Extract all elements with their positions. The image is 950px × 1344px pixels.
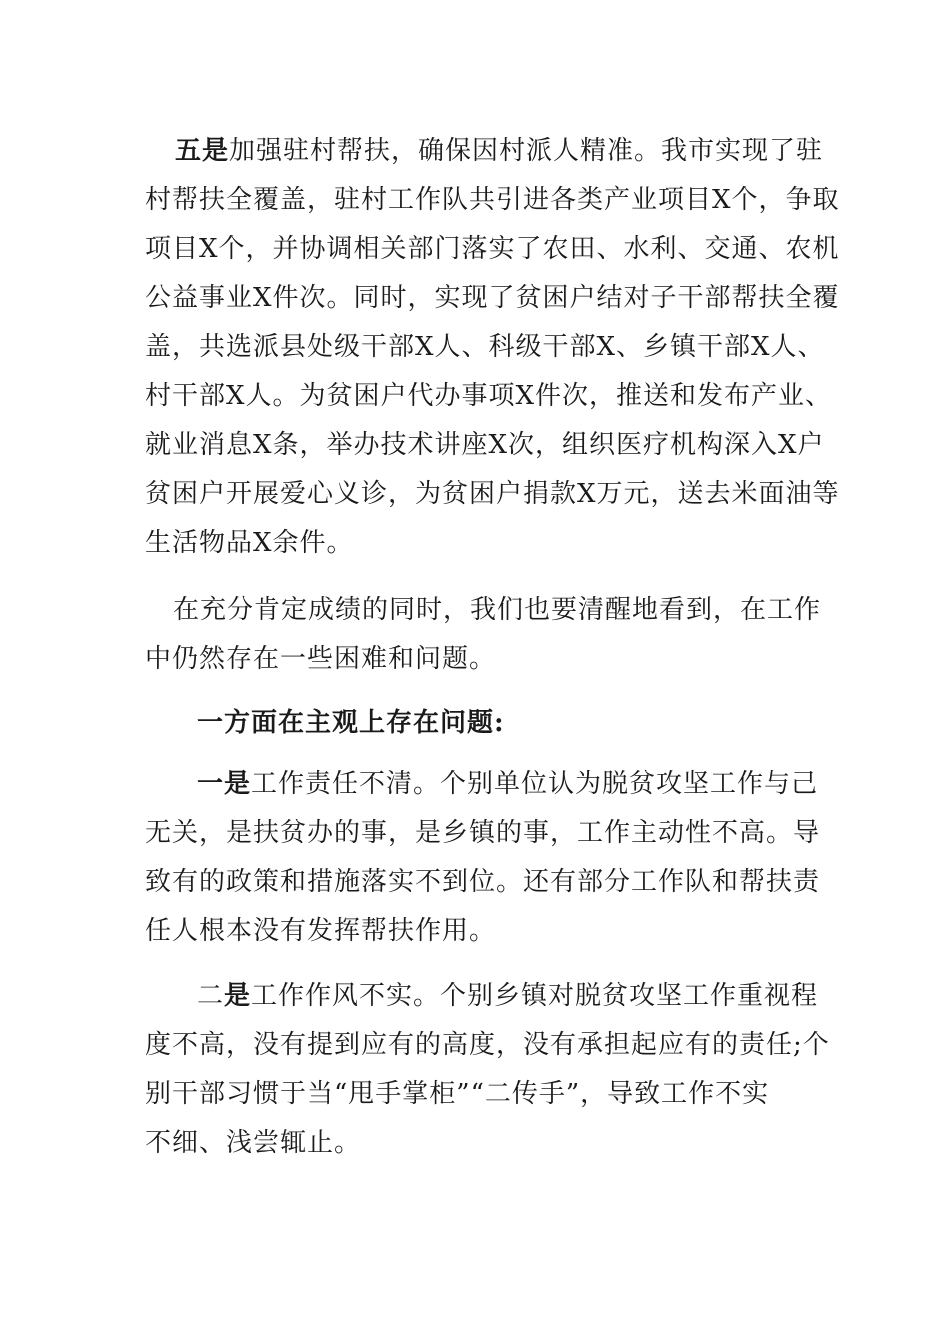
paragraph-one xyxy=(145,760,821,956)
paragraph-one-lead: 一是 xyxy=(197,769,252,799)
paragraph-two xyxy=(145,972,830,1168)
paragraph-five xyxy=(145,127,840,568)
paragraph-summary-line: 在充分肯定成绩的同时，我们也要清醒地看到，在工作 xyxy=(173,595,822,625)
paragraph-five-line: 就业消息X条，举办技术讲座X次，组织医疗机构深入X户 xyxy=(145,430,825,460)
paragraph-one-line: 致有的政策和措施落实不到位。还有部分工作队和帮扶责 xyxy=(145,867,821,897)
paragraph-five-line: 村干部X人。为贫困户代办事项X件次，推送和发布产业、 xyxy=(145,381,833,411)
paragraph-five-line: 村帮扶全覆盖，驻村工作队共引进各类产业项目X个，争取 xyxy=(145,185,840,215)
paragraph-five-line: 盖，共选派县处级干部X人、科级干部X、乡镇干部X人、 xyxy=(145,332,825,362)
paragraph-five-line: 项目X个，并协调相关部门落实了农田、水利、交通、农机 xyxy=(145,234,840,264)
paragraph-two-first-text: 工作作风不实。个别乡镇对脱贫攻坚工作重视程 xyxy=(251,981,819,1011)
paragraph-two-lead-number: 二 xyxy=(197,981,225,1011)
paragraph-two-line: 不细、浅尝辄止。 xyxy=(145,1128,362,1158)
paragraph-summary xyxy=(145,586,822,684)
paragraph-five-first-text: 加强驻村帮扶，确保因村派人精准。我市实现了驻 xyxy=(229,136,824,166)
paragraph-one-first-text: 工作责任不清。个别单位认为脱贫攻坚工作与己 xyxy=(251,769,819,799)
section-heading xyxy=(145,699,807,748)
paragraph-summary-line: 中仍然存在一些困难和问题。 xyxy=(145,644,497,674)
paragraph-one-first-line xyxy=(145,760,819,809)
paragraph-two-first-line xyxy=(145,972,819,1021)
paragraph-five-line: 贫困户开展爱心义诊，为贫困户捐款X万元，送去米面油等 xyxy=(145,479,840,509)
paragraph-two-line: 别干部习惯于当“甩手掌柜”“二传手”，导致工作不实 xyxy=(145,1079,770,1109)
section-heading-text: 一方面在主观上存在问题: xyxy=(197,708,505,738)
paragraph-five-line: 公益事业X件次。同时，实现了贫困户结对子干部帮扶全覆 xyxy=(145,283,840,313)
paragraph-five-line: 生活物品X余件。 xyxy=(145,528,354,558)
paragraph-five-lead: 五是 xyxy=(175,136,230,166)
paragraph-five-first-line xyxy=(145,127,824,176)
paragraph-two-lead: 是 xyxy=(224,981,252,1011)
paragraph-two-line: 度不高，没有提到应有的高度，没有承担起应有的责任;个 xyxy=(145,1030,830,1060)
paragraph-one-line: 任人根本没有发挥帮扶作用。 xyxy=(145,916,497,946)
paragraph-one-line: 无关，是扶贫办的事，是乡镇的事，工作主动性不高。导 xyxy=(145,818,821,848)
